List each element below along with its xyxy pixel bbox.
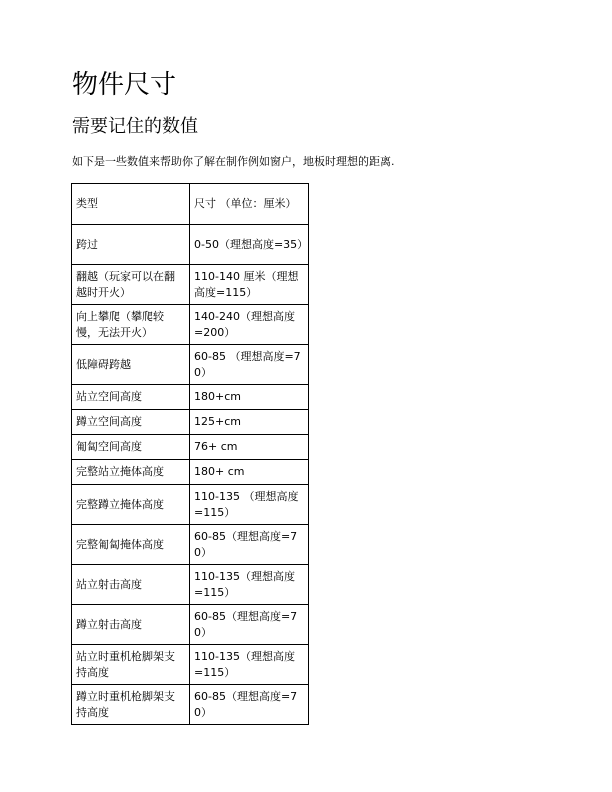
intro-paragraph: 如下是一些数值来帮助你了解在制作例如窗户，地板时理想的距离. — [72, 155, 395, 168]
page-title: 物件尺寸 — [72, 70, 177, 100]
table-row — [72, 645, 309, 685]
table-row — [72, 525, 309, 565]
size-cell: 60-85（理想高度=70） — [190, 605, 309, 645]
size-cell: 110-135 （理想高度=115） — [190, 485, 309, 525]
type-cell: 向上攀爬（攀爬较慢，无法开火） — [72, 305, 190, 345]
type-cell: 跨过 — [72, 225, 190, 265]
table-header-row — [72, 184, 309, 225]
type-cell: 蹲立空间高度 — [72, 410, 190, 435]
table-row — [72, 460, 309, 485]
size-cell: 110-135（理想高度=115） — [190, 645, 309, 685]
header-cell-size: 尺寸 （单位：厘米） — [190, 184, 309, 225]
table-row — [72, 565, 309, 605]
type-cell: 蹲立射击高度 — [72, 605, 190, 645]
size-cell: 60-85（理想高度=70） — [190, 685, 309, 725]
table-row — [72, 265, 309, 305]
type-cell: 站立空间高度 — [72, 385, 190, 410]
table-row — [72, 385, 309, 410]
type-cell: 完整匍匐掩体高度 — [72, 525, 190, 565]
size-cell: 125+cm — [190, 410, 309, 435]
size-cell: 180+ cm — [190, 460, 309, 485]
size-cell: 60-85 （理想高度=70） — [190, 345, 309, 385]
type-cell: 低障碍跨越 — [72, 345, 190, 385]
size-cell: 0-50（理想高度=35） — [190, 225, 309, 265]
type-cell: 蹲立时重机枪脚架支持高度 — [72, 685, 190, 725]
type-cell: 翻越（玩家可以在翻越时开火） — [72, 265, 190, 305]
table-row — [72, 225, 309, 265]
table-row — [72, 345, 309, 385]
size-cell: 76+ cm — [190, 435, 309, 460]
dimensions-table — [71, 183, 309, 725]
table-row — [72, 305, 309, 345]
section-heading: 需要记住的数值 — [72, 116, 198, 137]
table-row — [72, 410, 309, 435]
type-cell: 完整站立掩体高度 — [72, 460, 190, 485]
header-cell-type: 类型 — [72, 184, 190, 225]
size-cell: 180+cm — [190, 385, 309, 410]
table-row — [72, 435, 309, 460]
type-cell: 匍匐空间高度 — [72, 435, 190, 460]
table-row — [72, 485, 309, 525]
table-row — [72, 605, 309, 645]
size-cell: 110-135（理想高度=115） — [190, 565, 309, 605]
size-cell: 60-85（理想高度=70） — [190, 525, 309, 565]
size-cell: 110-140 厘米（理想高度=115） — [190, 265, 309, 305]
table-row — [72, 685, 309, 725]
size-cell: 140-240（理想高度=200） — [190, 305, 309, 345]
type-cell: 站立射击高度 — [72, 565, 190, 605]
type-cell: 完整蹲立掩体高度 — [72, 485, 190, 525]
type-cell: 站立时重机枪脚架支持高度 — [72, 645, 190, 685]
